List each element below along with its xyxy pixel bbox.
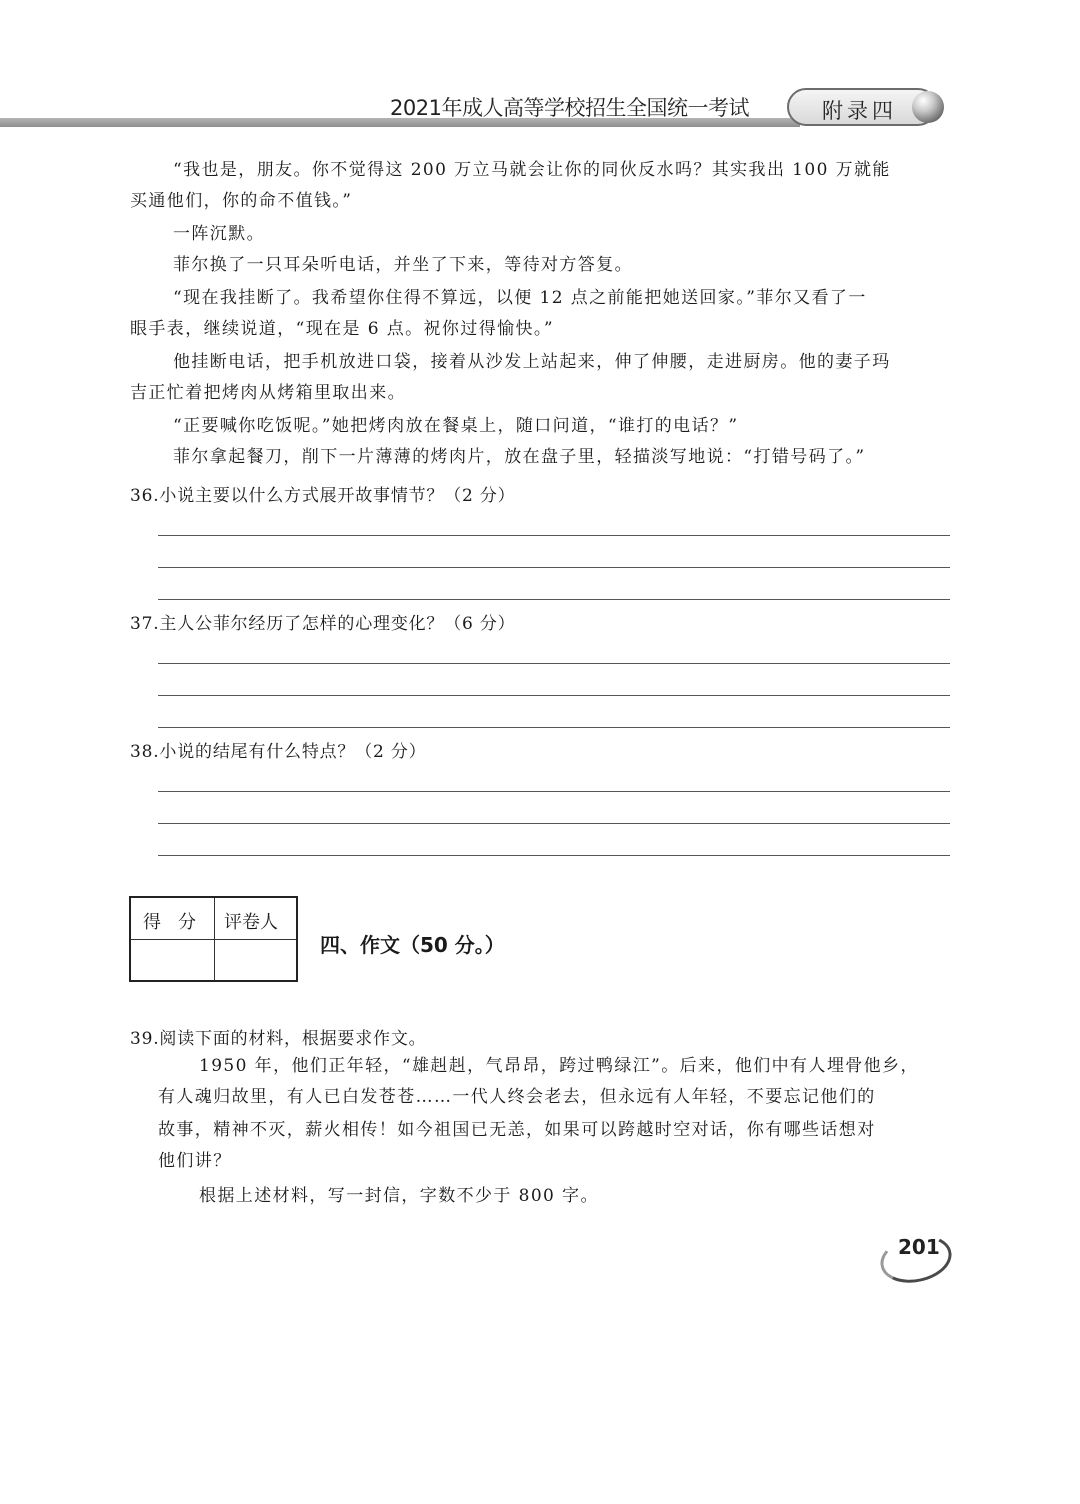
score-box-divider bbox=[131, 939, 296, 940]
score-box bbox=[129, 896, 298, 982]
story-line: 菲尔拿起餐刀，削下一片薄薄的烤肉片，放在盘子里，轻描淡写地说：“打错号码了。” bbox=[173, 447, 866, 467]
story-line: “正要喊你吃饭呢。”她把烤肉放在餐桌上，随口问道，“谁打的电话？” bbox=[173, 416, 739, 436]
question-39: 39.阅读下面的材料，根据要求作文。 bbox=[130, 1029, 427, 1049]
answer-line bbox=[158, 823, 950, 824]
answer-line bbox=[158, 535, 950, 536]
material-line: 故事，精神不灭，薪火相传！如今祖国已无恙，如果可以跨越时空对话，你有哪些话想对 bbox=[158, 1120, 876, 1140]
story-line: “现在我挂断了。我希望你住得不算远，以便 12 点之前能把她送回家。”菲尔又看了一 bbox=[173, 288, 867, 308]
header-title: 2021年成人高等学校招生全国统一考试 bbox=[390, 96, 749, 120]
material-line: 1950 年，他们正年轻，“雄赳赳，气昂昂，跨过鸭绿江”。后来，他们中有人埋骨他乡， bbox=[199, 1056, 919, 1076]
story-line: 买通他们，你的命不值钱。” bbox=[130, 191, 353, 211]
answer-line bbox=[158, 855, 950, 856]
grader-header: 评卷人 bbox=[224, 912, 278, 933]
question-36: 36.小说主要以什么方式展开故事情节？（2 分） bbox=[130, 486, 516, 506]
header-tab-label: 附录四 bbox=[822, 99, 897, 123]
story-line: 他挂断电话，把手机放进口袋，接着从沙发上站起来，伸了伸腰，走进厨房。他的妻子玛 bbox=[173, 352, 891, 372]
answer-line bbox=[158, 791, 950, 792]
answer-line bbox=[158, 567, 950, 568]
requirement-line: 根据上述材料，写一封信，字数不少于 800 字。 bbox=[199, 1186, 599, 1206]
story-line: 吉正忙着把烤肉从烤箱里取出来。 bbox=[130, 383, 406, 403]
section-title: 四、作文（50 分。） bbox=[320, 933, 505, 957]
answer-line bbox=[158, 727, 950, 728]
header-ball-ornament bbox=[912, 91, 944, 123]
story-line: 眼手表，继续说道，“现在是 6 点。祝你过得愉快。” bbox=[130, 319, 554, 339]
story-line: “我也是，朋友。你不觉得这 200 万立马就会让你的同伙反水吗？其实我出 100 万就能 bbox=[173, 160, 891, 180]
question-37: 37.主人公菲尔经历了怎样的心理变化？（6 分） bbox=[130, 614, 516, 634]
score-header: 得分 bbox=[143, 912, 213, 933]
story-line: 菲尔换了一只耳朵听电话，并坐了下来，等待对方答复。 bbox=[173, 255, 633, 275]
answer-line bbox=[158, 599, 950, 600]
answer-line bbox=[158, 663, 950, 664]
story-line: 一阵沉默。 bbox=[173, 224, 265, 244]
page-number: 201 bbox=[898, 1235, 940, 1259]
question-38: 38.小说的结尾有什么特点？（2 分） bbox=[130, 742, 427, 762]
material-line: 有人魂归故里，有人已白发苍苍……一代人终会老去，但永远有人年轻，不要忘记他们的 bbox=[158, 1087, 876, 1107]
material-line: 他们讲？ bbox=[158, 1151, 232, 1171]
answer-line bbox=[158, 695, 950, 696]
